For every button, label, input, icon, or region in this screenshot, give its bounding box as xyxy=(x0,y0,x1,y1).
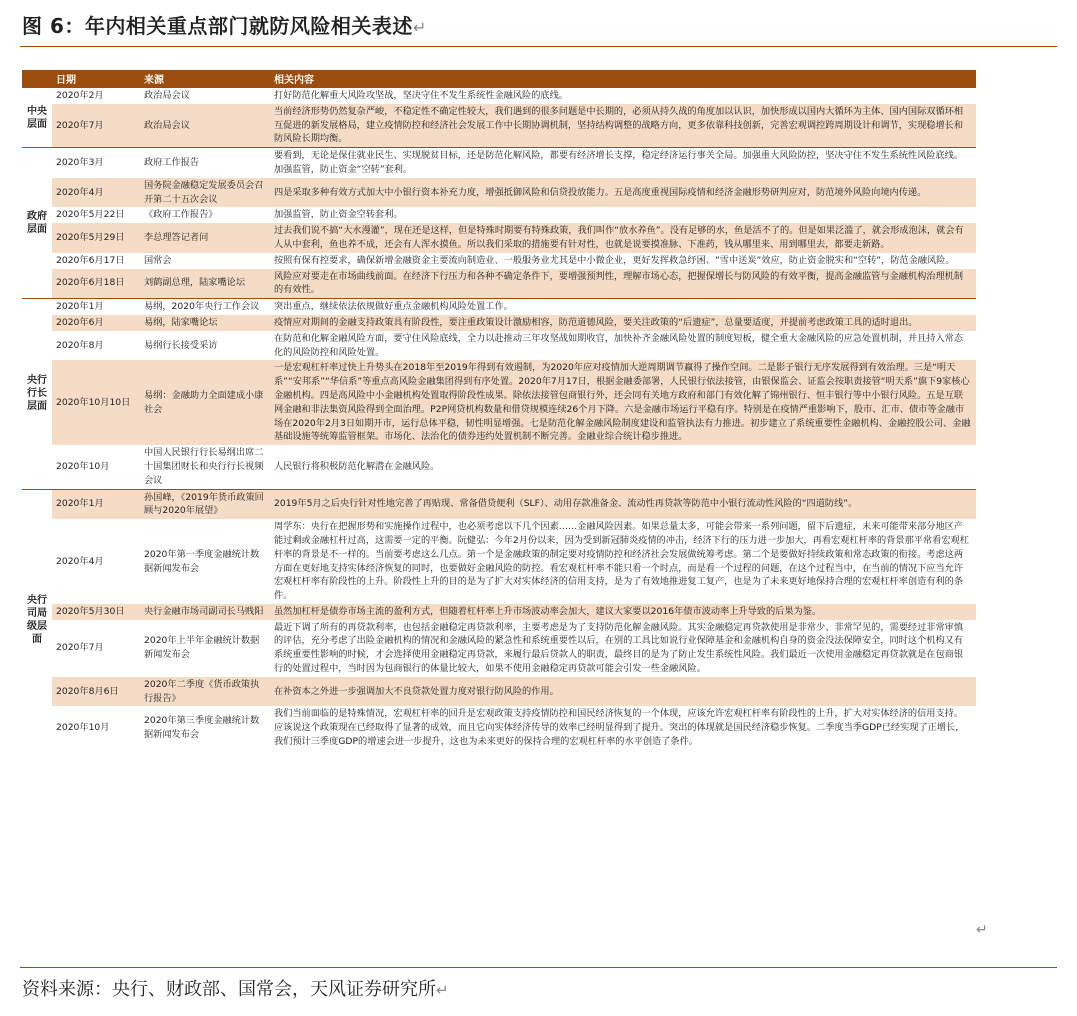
table-row xyxy=(22,360,976,445)
section-label: 政府层面 xyxy=(22,148,52,299)
table-row xyxy=(22,223,976,253)
cell-content: 打好防范化解重大风险攻坚战，坚决守住不发生系统性金融风险的底线。 xyxy=(270,88,976,104)
cell-date: 2020年10月10日 xyxy=(52,360,140,445)
cell-date: 2020年3月 xyxy=(52,148,140,178)
cell-content: 当前经济形势仍然复杂严峻，不稳定性不确定性较大，我们遇到的很多问题是中长期的，必须从持久战的角度加以认识，加快形成以国内大循环为主体、国内国际双循环相互促进的新发展格局，建立疫情防控和经济社会发展工作中长期协调机制，坚持结构调整的战略方向，更多依靠科技创新，完善宏观调控跨周期设计和调节，实现稳增长和防风险长期均衡。 xyxy=(270,104,976,148)
cell-date: 2020年5月22日 xyxy=(52,207,140,223)
header-source: 来源 xyxy=(140,70,270,88)
risk-statements-table xyxy=(22,70,976,750)
cell-source: 2020年第三季度金融统计数据新闻发布会 xyxy=(140,706,270,749)
cell-content: 周学东：央行在把握形势和实施操作过程中，也必须考虑以下几个因素……金融风险因素。如果总量太多，可能会带来一系列问题，留下后遗症，未来可能带来部分地区产能过剩或金融杠杆过高，这需要一定的平衡。阮健弘：今年2月份以来，因为受到新冠肺炎疫情的冲击，经济下行的压力进一步加大，再看宏观杠杆率的背景那平常看宏观杠杆率的背景是不一样的。当前要考虑这么几点。第一个是金融政策的制定要对疫情防控和经济社会发展做统筹考虑。第二个是要做好持续政策和常态政策的衔接。考虑这两方面在更好地支持实体经济恢复的同时，也要做好金融风险的防控。看宏观杠杆率不能只看一个时点，而是看一个过程的问题，在这个过程当中，在当前的情况下应当允许宏观杠杆率有阶段性的上升。阶段性上升的目的是为了扩大对实体经济的信用支持，是为了有效地推进复工复产，也是为了未来更好地保持合理的宏观杠杆率创造有利的条件。 xyxy=(270,519,976,604)
header-content: 相关内容 xyxy=(270,70,976,88)
section-label: 央行行长层面 xyxy=(22,299,52,489)
cell-source: 易纲，陆家嘴论坛 xyxy=(140,315,270,331)
section-label: 央行司局级层面 xyxy=(22,489,52,750)
figure-title: 图 6：年内相关重点部门就防风险相关表述↵ xyxy=(22,14,427,38)
cell-content: 在防范和化解金融风险方面，要守住风险底线，全力以赴推动三年攻坚战如期收官，加快补齐金融风险处置的制度短板，健全重大金融风险的应急处置机制，并且持入常态化的风险防控和风险处置。 xyxy=(270,331,976,361)
cell-content: 四是采取多种有效方式加大中小银行资本补充力度，增强抵御风险和信贷投放能力。五是高度重视国际疫情和经济金融形势研判应对，防范境外风险向境内传递。 xyxy=(270,178,976,208)
table-row xyxy=(22,104,976,148)
cell-date: 2020年1月 xyxy=(52,299,140,315)
header-date: 日期 xyxy=(52,70,140,88)
table-row xyxy=(22,269,976,299)
source-return-mark: ↵ xyxy=(436,981,449,999)
source-note: 资料来源：央行、财政部、国常会，天风证券研究所↵ xyxy=(22,979,449,1000)
header-section xyxy=(22,70,52,88)
cell-content: 我们当前面临的是特殊情况，宏观杠杆率的回升是宏观政策支持疫情防控和国民经济恢复的一个体现，应该允许宏观杠杆率有阶段性的上升，扩大对实体经济的信用支持。应该说这个政策现在已经取得了显著的成效，而且它向实体经济传导的效率已经明显得到了提升。突出的体现就是国民经济稳步恢复。二季度当季GDP已经实现了正增长，我们预计三季度GDP的增速会进一步提升，这也为未来更好的保持合理的宏观杠杆率的水平创造了条件。 xyxy=(270,706,976,749)
cell-source: 2020年上半年金融统计数据新闻发布会 xyxy=(140,620,270,677)
cell-date: 2020年6月 xyxy=(52,315,140,331)
table-row xyxy=(22,519,976,604)
return-mark: ↵ xyxy=(412,18,427,37)
cell-date: 2020年2月 xyxy=(52,88,140,104)
cell-date: 2020年5月30日 xyxy=(52,604,140,620)
table-header-row xyxy=(22,70,976,88)
cell-content: 要看到，无论是保住就业民生、实现脱贫目标，还是防范化解风险，都要有经济增长支撑，稳定经济运行事关全局。加强重大风险防控，坚决守住不发生系统性风险底线。加强监管，防止资金“空转”套利。 xyxy=(270,148,976,178)
cell-date: 2020年10月 xyxy=(52,445,140,489)
top-rule xyxy=(20,46,1057,47)
cell-source: 政治局会议 xyxy=(140,88,270,104)
cell-date: 2020年6月18日 xyxy=(52,269,140,299)
cell-content: 在补资本之外进一步强调加大不良贷款处置力度对银行防风险的作用。 xyxy=(270,677,976,707)
cell-date: 2020年7月 xyxy=(52,104,140,148)
table-row xyxy=(22,148,976,178)
cell-date: 2020年10月 xyxy=(52,706,140,749)
section-label: 中央层面 xyxy=(22,88,52,148)
table-row xyxy=(22,604,976,620)
cell-source: 易纲：金融助力全面建成小康社会 xyxy=(140,360,270,445)
table-row xyxy=(22,331,976,361)
cell-content: 疫情应对期间的金融支持政策具有阶段性，要注重政策设计激励相容，防范道德风险，要关注政策的“后遗症”，总量要适度，并提前考虑政策工具的适时退出。 xyxy=(270,315,976,331)
table-row xyxy=(22,677,976,707)
cell-content: 按照有保有控要求，确保新增金融资金主要流向制造业、一般服务业尤其是中小微企业，更好发挥救急纾困、“雪中送炭”效应，防止资金脱实和“空转”，防范金融风险。 xyxy=(270,253,976,269)
cell-source: 《政府工作报告》 xyxy=(140,207,270,223)
cell-source: 央行金融市场司副司长马贱阳 xyxy=(140,604,270,620)
table-row xyxy=(22,178,976,208)
cell-source: 政治局会议 xyxy=(140,104,270,148)
table-row xyxy=(22,207,976,223)
cell-source: 易纲，2020年央行工作会议 xyxy=(140,299,270,315)
cell-source: 李总理答记者问 xyxy=(140,223,270,253)
cell-content: 风险应对要走在市场曲线前面。在经济下行压力和各种不确定条件下，要增强预判性，理解市场心态，把握保增长与防风险的有效平衡，提高金融监管与金融机构治理机制的有效性。 xyxy=(270,269,976,299)
end-return-mark: ↵ xyxy=(976,922,988,938)
cell-source: 2020年二季度《货币政策执行报告》 xyxy=(140,677,270,707)
cell-source: 政府工作报告 xyxy=(140,148,270,178)
cell-source: 中国人民银行行长易纲出席二十国集团财长和央行行长视频会议 xyxy=(140,445,270,489)
cell-date: 2020年6月17日 xyxy=(52,253,140,269)
table-row xyxy=(22,489,976,519)
table-row xyxy=(22,253,976,269)
cell-date: 2020年5月29日 xyxy=(52,223,140,253)
cell-date: 2020年7月 xyxy=(52,620,140,677)
cell-content: 一是宏观杠杆率过快上升势头在2018年至2019年得到有效遏制，为2020年应对疫情加大逆周期调节赢得了操作空间。二是影子银行无序发展得到有效治理。三是“明天系”“安邦系”“华信系”等重点高风险金融集团得到有序处置。2020年7月17日，根据金融委部署，人民银行依法接管，由银保监会、证监会按职责接管“明天系”旗下9家核心金融机构。四是高风险中小金融机构处置取得阶段性成果。除依法接管包商银行外，还会同有关地方政府和部门有效化解了锦州银行、恒丰银行等中小银行风险。五是互联网金融和非法集资风险得到全面治理。P2P网贷机构数量和借贷规模连续26个月下降。六是金融市场运行平稳有序。特别是在疫情严重影响下，股市、汇市、债市等金融市场在2020年2月3日如期开市，运行总体平稳，韧性明显增强。七是防范化解金融风险制度建设和监管执法有力推进。初步建立了系统重要性金融机构、金融控股公司、金融基础设施等统筹监管框架。市场化、法治化的债券违约处置机制不断完善。金融业综合统计稳步推进。 xyxy=(270,360,976,445)
cell-content: 加强监管，防止资金空转套利。 xyxy=(270,207,976,223)
table-row xyxy=(22,706,976,749)
bottom-rule xyxy=(20,967,1057,968)
table-row xyxy=(22,620,976,677)
cell-date: 2020年4月 xyxy=(52,178,140,208)
cell-source: 刘鹤副总理，陆家嘴论坛 xyxy=(140,269,270,299)
cell-content: 2019年5月之后央行针对性地完善了再贴现、常备借贷便利（SLF）、动用存款准备金、流动性再贷款等防范中小银行流动性风险的“四道防线”。 xyxy=(270,489,976,519)
cell-source: 国常会 xyxy=(140,253,270,269)
cell-date: 2020年8月6日 xyxy=(52,677,140,707)
cell-content: 突出重点，继续依法依规做好重点金融机构风险处置工作。 xyxy=(270,299,976,315)
cell-source: 2020年第一季度金融统计数据新闻发布会 xyxy=(140,519,270,604)
cell-source: 孙国峰，《2019年货币政策回顾与2020年展望》 xyxy=(140,489,270,519)
cell-content: 人民银行将积极防范化解潜在金融风险。 xyxy=(270,445,976,489)
cell-date: 2020年1月 xyxy=(52,489,140,519)
cell-content: 最近下调了所有的再贷款利率，也包括金融稳定再贷款利率，主要考虑是为了支持防范化解金融风险。其实金融稳定再贷款使用是非常少、非常罕见的，需要经过非常审慎的评估，充分考虑了出险金融机构的情况和金融风险的紧急性和系统重要性以后，在别的工具比如说行业保障基金和金融机构自身的资金没法保障安全，同时这个机构又有系统重要性影响的时候，才会选择使用金融稳定再贷款，来履行最后贷款人的职责，最终目的是为了防止发生系统性风险。我们最近一次使用金融稳定再贷款就是在包商银行的处置过程中，当时因为包商银行的体量比较大，如果不使用金融稳定再贷款可能会引发一些金融风险。 xyxy=(270,620,976,677)
table-row xyxy=(22,315,976,331)
cell-content: 过去我们说不搞“大水漫灌”，现在还是这样，但是特殊时期要有特殊政策，我们叫作“放水养鱼”。没有足够的水，鱼是活不了的。但是如果泛滥了，就会形成泡沫，就会有人从中套利，鱼也养不成，还会有人浑水摸鱼。所以我们采取的措施要有针对性，也就是说要摸准脉、下准药，钱从哪里来、用到哪里去，都要走新路。 xyxy=(270,223,976,253)
table-row xyxy=(22,445,976,489)
table-row xyxy=(22,299,976,315)
cell-date: 2020年4月 xyxy=(52,519,140,604)
cell-content: 虽然加杠杆是债券市场主流的盈利方式，但随着杠杆率上升市场波动率会加大，建议大家要以2016年债市波动率上升导致的后果为鉴。 xyxy=(270,604,976,620)
table-row xyxy=(22,88,976,104)
cell-source: 国务院金融稳定发展委员会召开第二十五次会议 xyxy=(140,178,270,208)
cell-date: 2020年8月 xyxy=(52,331,140,361)
cell-source: 易纲行长接受采访 xyxy=(140,331,270,361)
